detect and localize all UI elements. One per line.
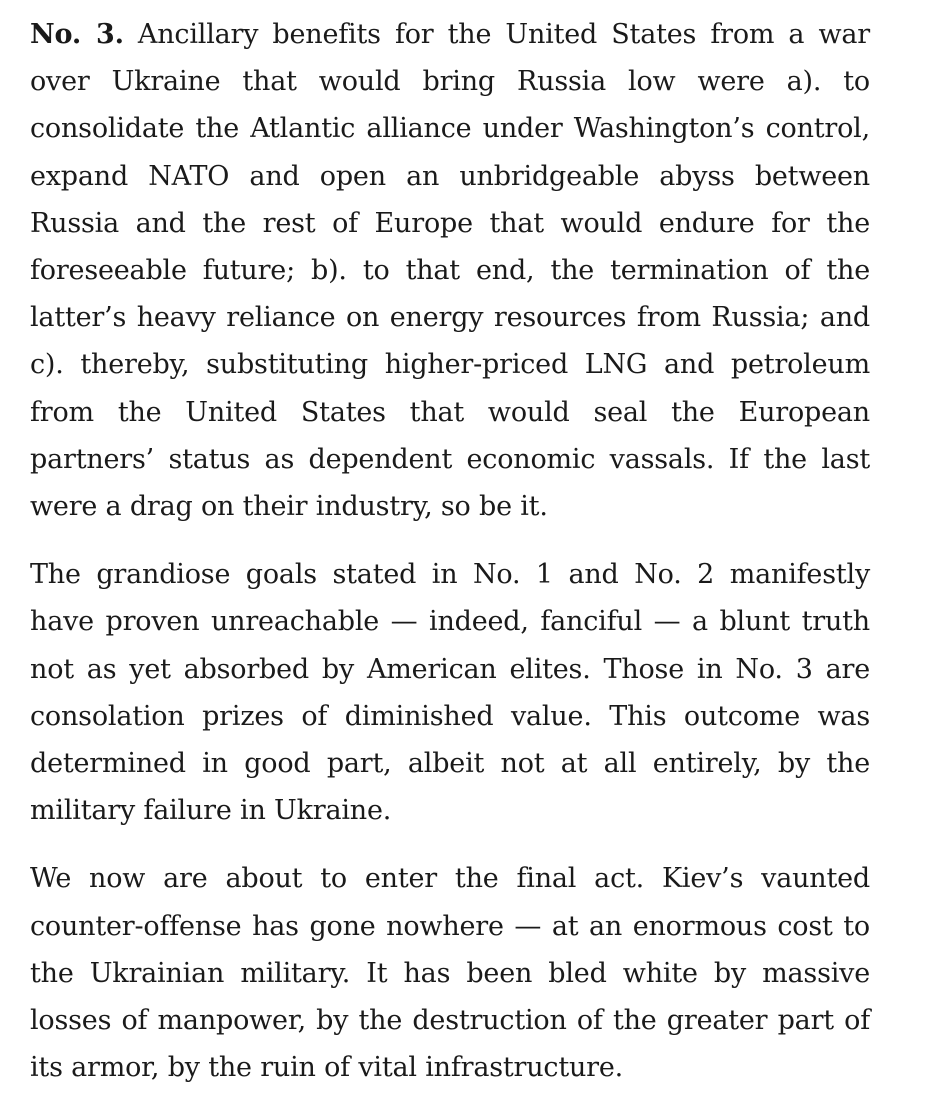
paragraph-text: We now are about to enter the final act. Kiev’s vaunted counter-offense has gone nowhere — at an enormous cost to the Ukrainian military. It has been bled white by massive losses of manpower, by the destruction of the greater part of its armor, by the ruin of vital infrastructure. [30, 863, 870, 1084]
paragraph-text: Ancillary benefits for the United States from a war over Ukraine that would bring Russia low were a). to consolidate the Atlantic alliance under Washington’s control, expand NATO and open an unbridgeable abyss between Russia and the rest of Europe that would endure for the foreseeable future; b). to that end, the termination of the latter’s heavy reliance on energy resources from Russia; and c). thereby, substituting higher-priced LNG and petroleum from the United States that would seal the European partners’ status as dependent economic vassals. If the last were a drag on their industry, so be it. [30, 19, 870, 523]
article-body [30, 11, 870, 1112]
paragraph-text: The grandiose goals stated in No. 1 and No. 2 manifestly have proven unreachable — indeed, fanciful — a blunt truth not as yet absorbed by American elites. Those in No. 3 are consolation prizes of diminished value. This outcome was determined in good part, albeit not at all entirely, by the military failure in Ukraine. [30, 559, 870, 827]
paragraph-no3 [30, 11, 870, 530]
paragraph-goals-unreachable [30, 551, 870, 834]
paragraph-lead-label: No. 3. [30, 19, 124, 50]
paragraph-final-act [30, 855, 870, 1091]
